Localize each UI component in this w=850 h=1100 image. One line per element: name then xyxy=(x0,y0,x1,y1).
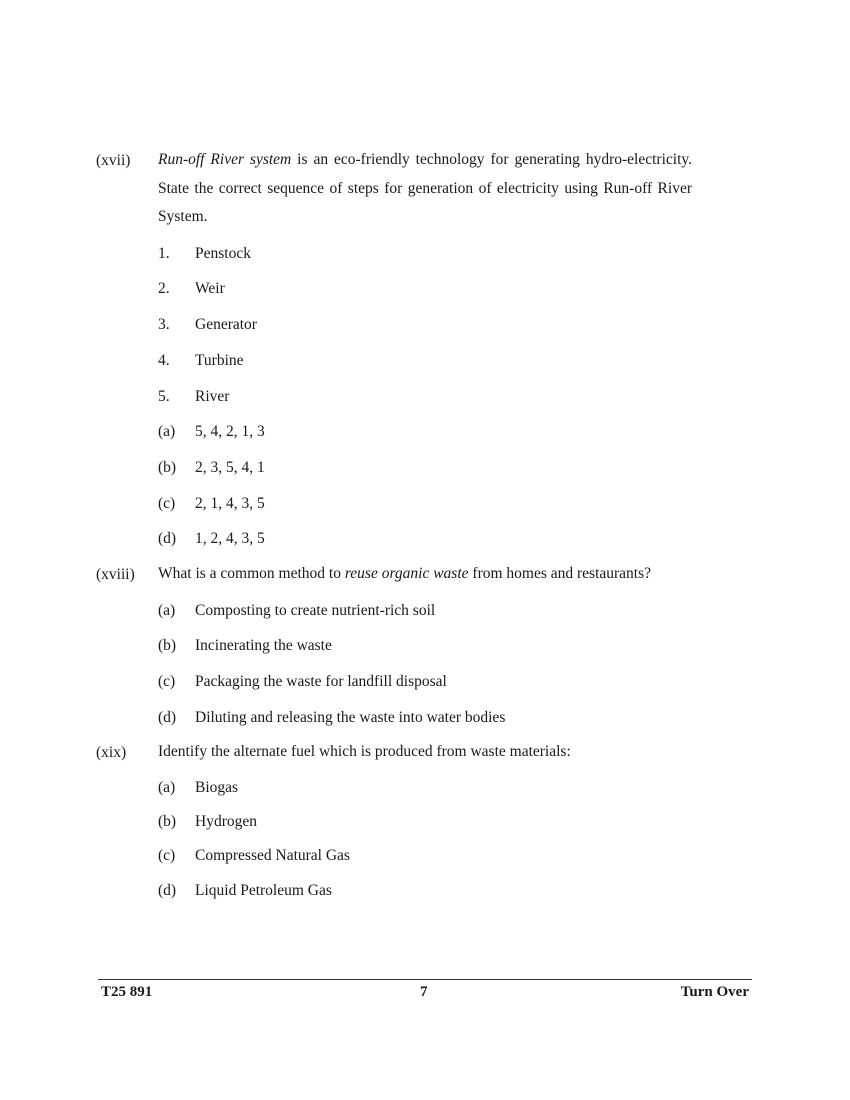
question-number-xvii: (xvii) xyxy=(96,152,131,169)
question-number-xix: (xix) xyxy=(96,744,127,761)
option-text: Compressed Natural Gas xyxy=(195,847,350,864)
option-text: 1, 2, 4, 3, 5 xyxy=(195,530,265,547)
footer-paper-code: T25 891 xyxy=(101,984,153,1000)
option-text: 5, 4, 2, 1, 3 xyxy=(195,423,265,440)
question-number-xviii: (xviii) xyxy=(96,566,135,583)
footer-divider xyxy=(98,979,752,980)
option-text: Hydrogen xyxy=(195,813,257,830)
step-key: 2. xyxy=(158,280,170,297)
step-text: Generator xyxy=(195,316,257,333)
option-key: (c) xyxy=(158,673,176,690)
question-emphasis: reuse organic waste xyxy=(344,565,469,582)
step-key: 1. xyxy=(158,245,170,262)
step-text: Turbine xyxy=(195,352,244,369)
option-text: Biogas xyxy=(195,779,239,796)
step-key: 4. xyxy=(158,352,170,369)
question-stem-xvii xyxy=(158,146,692,232)
option-key: (c) xyxy=(158,495,176,512)
question-stem-text: from homes and restaurants? xyxy=(468,565,652,582)
step-text: Penstock xyxy=(195,245,251,262)
question-stem-xviii xyxy=(158,560,718,589)
step-text: Weir xyxy=(195,280,225,297)
option-key: (d) xyxy=(158,530,177,547)
option-key: (d) xyxy=(158,709,177,726)
option-key: (a) xyxy=(158,779,176,796)
step-text: River xyxy=(195,388,230,405)
option-key: (c) xyxy=(158,847,176,864)
option-key: (a) xyxy=(158,423,176,440)
option-text: Incinerating the waste xyxy=(195,637,332,654)
option-key: (b) xyxy=(158,459,177,476)
step-key: 5. xyxy=(158,388,170,405)
option-key: (b) xyxy=(158,637,177,654)
option-text: 2, 3, 5, 4, 1 xyxy=(195,459,265,476)
footer-page-number: 7 xyxy=(420,984,428,1000)
option-text: Packaging the waste for landfill disposal xyxy=(195,673,447,690)
footer-turn-over: Turn Over xyxy=(680,984,749,1000)
option-key: (b) xyxy=(158,813,177,830)
option-text: Diluting and releasing the waste into water bodies xyxy=(195,709,506,726)
option-key: (d) xyxy=(158,882,177,899)
option-key: (a) xyxy=(158,602,176,619)
question-stem-text: What is a common method to xyxy=(158,565,345,582)
option-text: 2, 1, 4, 3, 5 xyxy=(195,495,265,512)
question-emphasis: Run-off River system xyxy=(158,151,292,168)
question-stem-text: is an eco-friendly technology for generating hydro-electricity. State the correct sequence of steps for generation of electricity using Run-off River System. xyxy=(158,151,692,225)
step-key: 3. xyxy=(158,316,170,333)
option-text: Composting to create nutrient-rich soil xyxy=(195,602,436,619)
option-text: Liquid Petroleum Gas xyxy=(195,882,332,899)
question-stem-xix: Identify the alternate fuel which is produced from waste materials: xyxy=(158,743,571,760)
